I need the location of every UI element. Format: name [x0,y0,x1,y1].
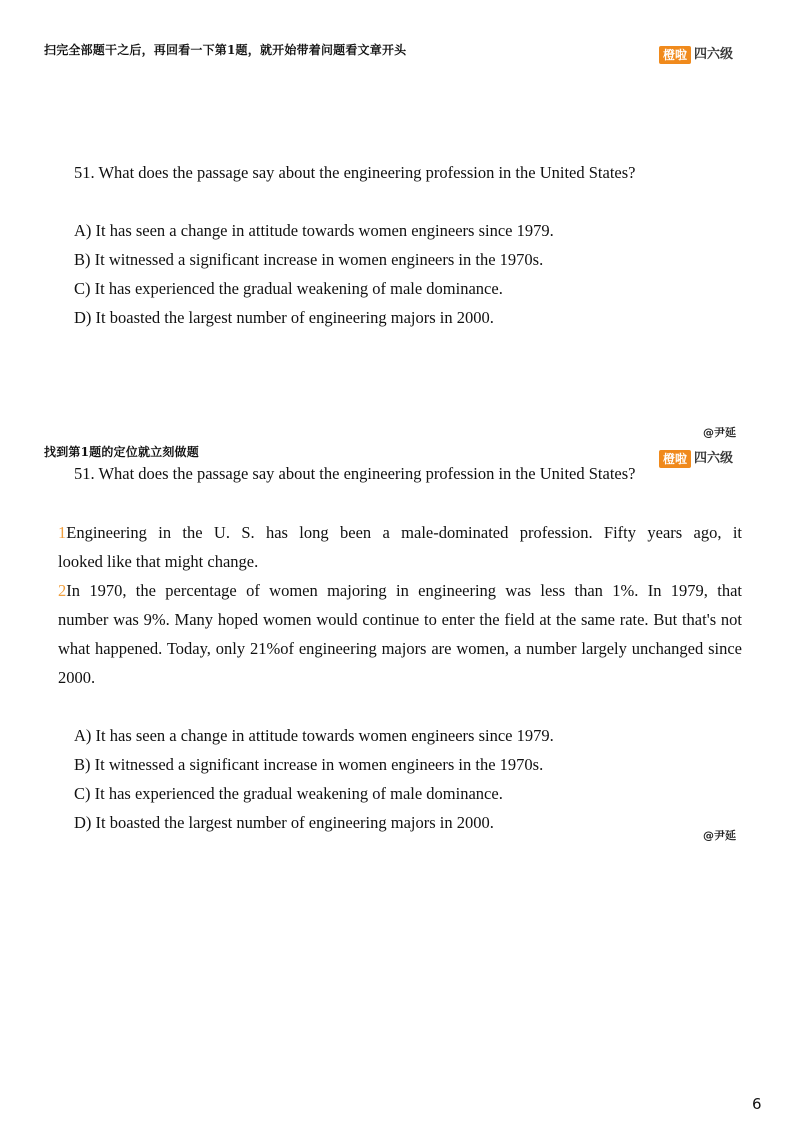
slide2-instruction: 找到第1题的定位就立刻做题 [44,445,199,459]
slide2-logo [659,450,733,468]
passage [58,518,742,692]
slide1-logo [659,46,733,64]
slide1-instruction: 扫完全部题干之后，再回看一下第1题，就开始带着问题看文章开头 [44,43,407,57]
logo-sub: 四六级 [694,451,734,466]
slide1-question: 51. What does the passage say about the engineering profession in the United States? [74,163,636,182]
option-b: B) It witnessed a significant increase in women engineers in the 1970s. [74,755,544,774]
slide2-author-handle: @尹延 [703,829,736,842]
option-b: B) It witnessed a significant increase in women engineers in the 1970s. [74,250,544,269]
page-number: 6 [752,1095,762,1113]
option-c: C) It has experienced the gradual weakening of male dominance. [74,279,503,298]
paragraph-1-rest: looked like that might change. [58,552,259,571]
option-d: D) It boasted the largest number of engineering majors in 2000. [74,308,494,327]
paragraph-number: 1 [58,523,67,542]
option-c: C) It has experienced the gradual weakening of male dominance. [74,784,503,803]
option-d: D) It boasted the largest number of engineering majors in 2000. [74,813,494,832]
slide1-options [74,216,554,332]
logo-brand: 橙啦 [659,450,691,468]
paragraph-number: 2 [58,581,67,600]
option-a: A) It has seen a change in attitude towards women engineers since 1979. [74,726,554,745]
paragraph-2-rest: number was 9%. Many hoped women would continue to enter the field at the same rate. But that's not what happened. Today, only 21%of engineering majors are women, a number largely unchanged since 2000. [58,610,742,687]
logo-brand: 橙啦 [659,46,691,64]
slide2-question: 51. What does the passage say about the engineering profession in the United States? [74,464,636,483]
paragraph-1-line1: 1Engineering in the U. S. has long been a male-dominated profession. Fifty years ago, it [58,523,742,542]
logo-sub: 四六级 [694,47,734,62]
paragraph-2-line1: 2In 1970, the percentage of women majoring in engineering was less than 1%. In 1979, that [58,581,742,600]
slide1-author-handle: @尹延 [703,426,736,439]
slide2-options [74,721,554,837]
option-a: A) It has seen a change in attitude towards women engineers since 1979. [74,221,554,240]
